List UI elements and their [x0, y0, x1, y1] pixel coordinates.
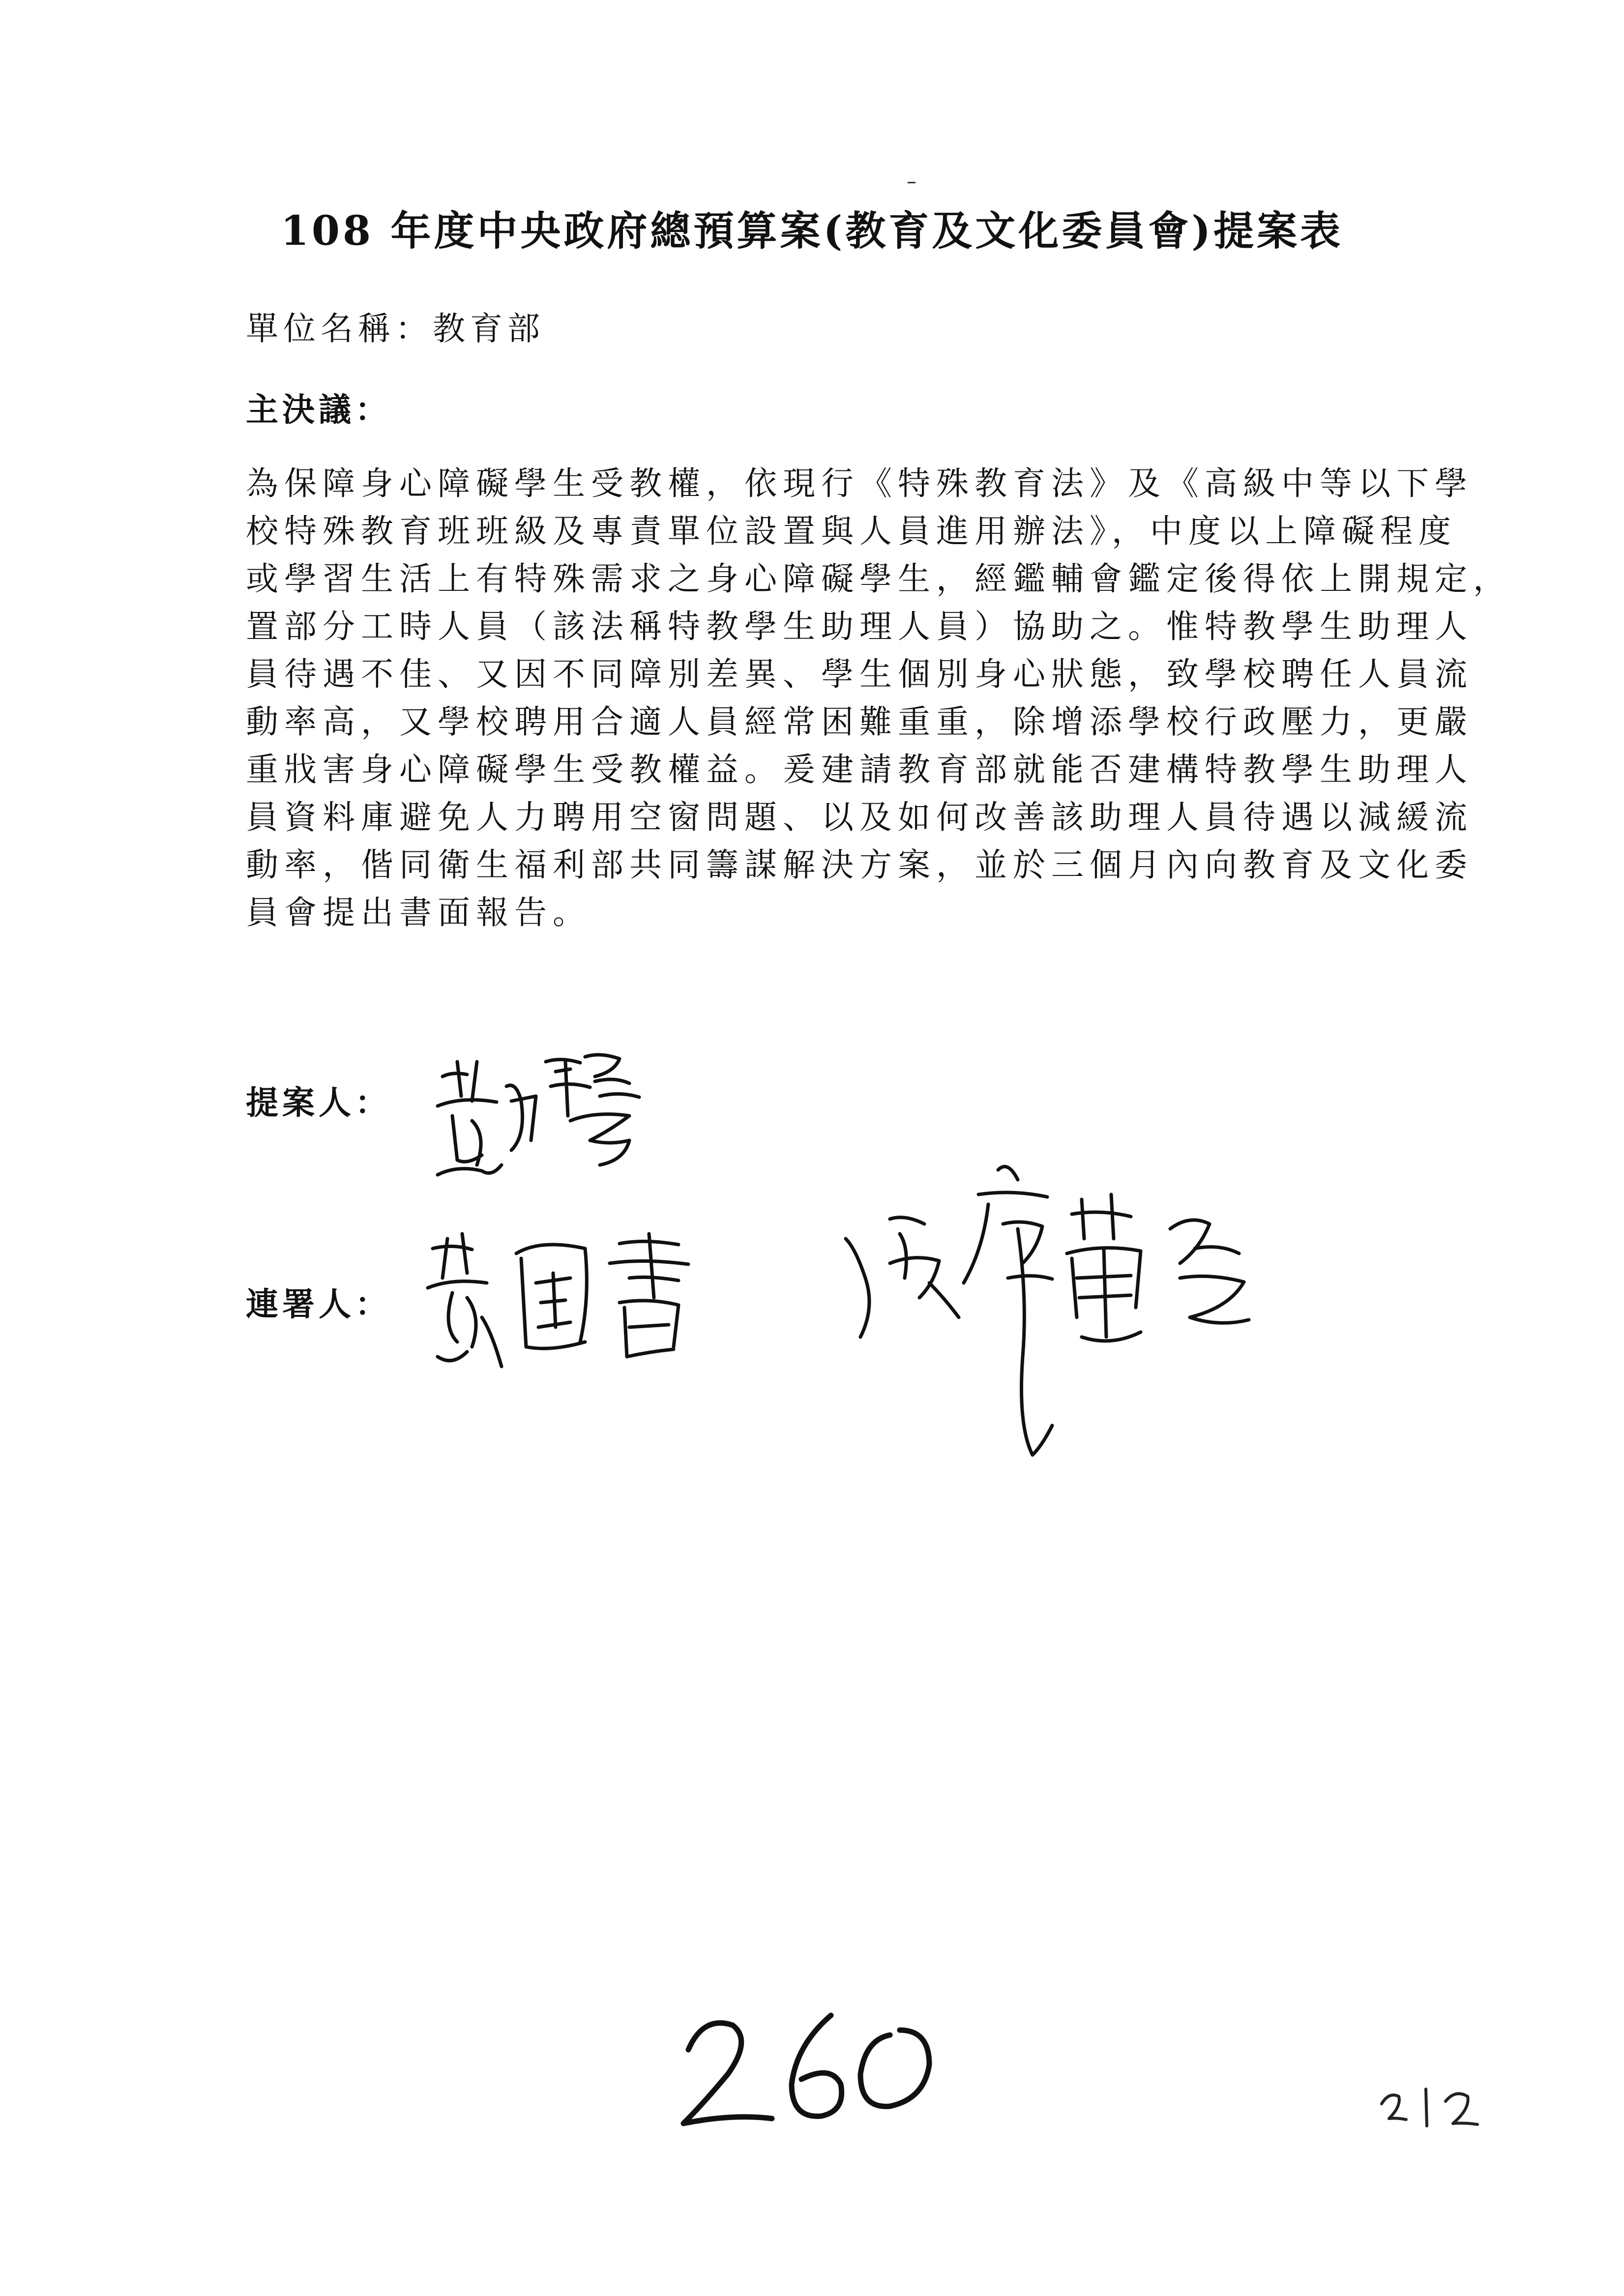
body-line: 校特殊教育班班級及專責單位設置與人員進用辦法》，中度以上障礙程度	[246, 512, 1457, 550]
page-title: 108 年度中央政府總預算案(教育及文化委員會)提案表	[280, 207, 1344, 255]
body-line: 員會提出書面報告。	[246, 894, 591, 931]
cosigner-signature	[423, 1219, 767, 1386]
corner-number	[1372, 2079, 1500, 2138]
body-line: 動率高，又學校聘用合適人員經常困難重重，除增添學校行政壓力，更嚴	[246, 703, 1473, 741]
proposer-label: 提案人：	[246, 1083, 391, 1122]
cosigner-signature	[836, 1150, 1303, 1465]
body-line: 為保障身心障礙學生受教權，依現行《特殊教育法》及《高級中等以下學	[246, 465, 1473, 502]
cosigner-label: 連署人：	[246, 1285, 391, 1323]
body-line: 重戕害身心障礙學生受教權益。爰建請教育部就能否建構特教學生助理人	[246, 751, 1473, 788]
resolution-body	[246, 460, 1511, 936]
page-number	[674, 1996, 949, 2143]
body-line: 動率，偕同衛生福利部共同籌謀解決方案，並於三個月內向教育及文化委	[246, 846, 1473, 884]
unit-name-line: 單位名稱：教育部	[246, 310, 545, 348]
body-line: 員待遇不佳、又因不同障別差異、學生個別身心狀態，致學校聘任人員流	[246, 655, 1473, 693]
body-line: 或學習生活上有特殊需求之身心障礙學生，經鑑輔會鑑定後得依上開規定，	[246, 560, 1511, 598]
scan-speck	[908, 182, 915, 183]
body-line: 置部分工時人員（該法稱特教學生助理人員）協助之。惟特教學生助理人	[246, 608, 1473, 645]
proposer-signature	[423, 1042, 698, 1204]
corner-number-text: 212	[1372, 2079, 1373, 2080]
main-resolution-label: 主決議：	[246, 390, 391, 429]
body-line: 員資料庫避免人力聘用空窗問題、以及如何改善該助理人員待遇以減緩流	[246, 798, 1473, 836]
